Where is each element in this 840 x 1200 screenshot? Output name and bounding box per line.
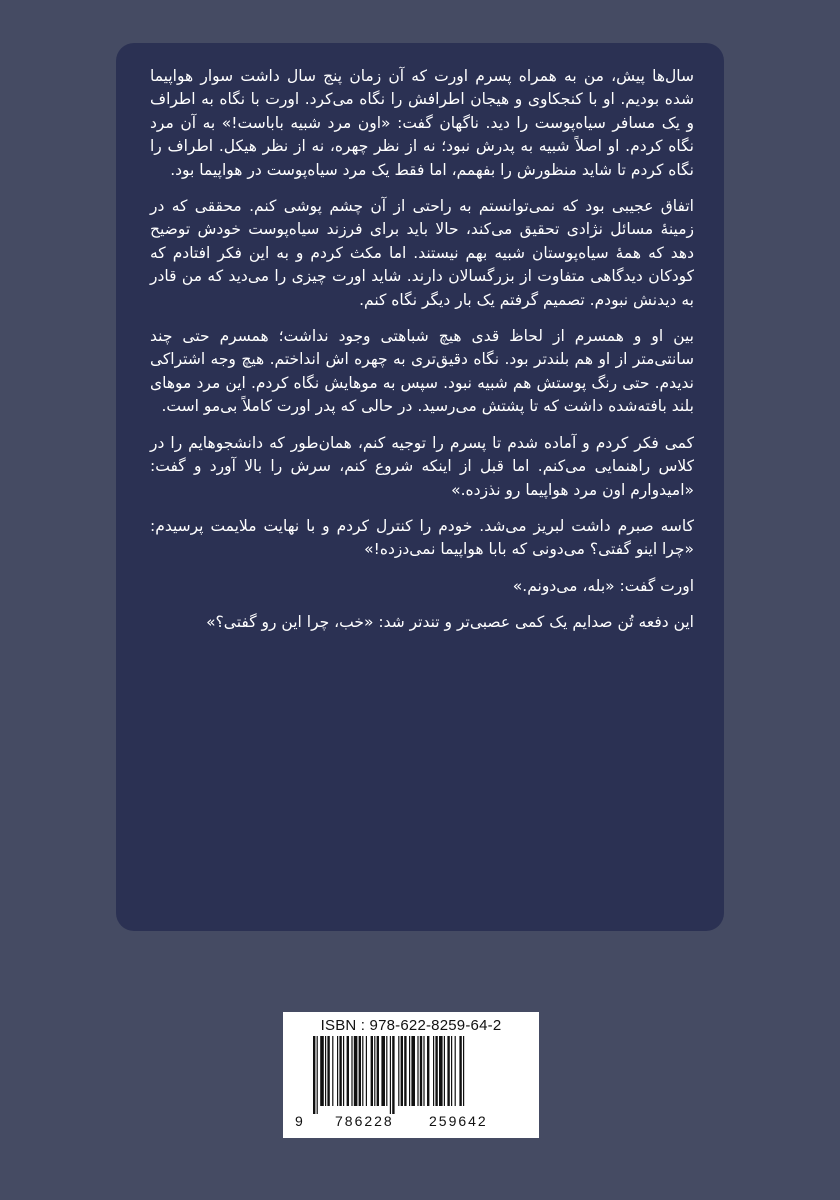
story-paragraph-4: کمی فکر کردم و آماده شدم تا پسرم را توجیه کنم، همان‌طور که دانشجوهایم را در کلاس راهنمایی می‌کنم. اما قبل از اینکه شروع کنم، سرش را بالا آورد و گفت: «امیدوارم اون مرد هواپیما رو نذزده.» <box>150 433 694 499</box>
back-cover-text-panel <box>116 43 724 931</box>
barcode-bar <box>359 1036 361 1106</box>
barcode-bar <box>362 1036 363 1106</box>
barcode-bar <box>377 1036 379 1106</box>
story-paragraph-6: اورت گفت: «بله، می‌دونم.» <box>512 576 694 595</box>
barcode-bar <box>390 1036 391 1114</box>
story-paragraph-3: بین او و همسرم از لحاظ قدی هیچ شباهتی وجود نداشت؛ همسرم حتی چند سانتی‌متر از او هم بلندتر بود. نگاه دقیق‌تری به چهره اش انداختم. هیچ وجه اشتراکی ندیدم. حتی رنگ پوستش هم شبیه نبود. سپس به موهایش نگاه کردم. این مرد موهای بلند بافته‌شده داشت که تا پشتش می‌رسید. در حالی که پدر اورت کاملاً بی‌مو است. <box>150 327 694 416</box>
barcode-bar <box>404 1036 406 1106</box>
barcode-bar <box>320 1036 324 1106</box>
barcode-bar <box>325 1036 326 1106</box>
barcode-bar <box>381 1036 385 1106</box>
barcode-bar <box>374 1036 375 1106</box>
barcode-bar <box>339 1036 341 1106</box>
barcode-bar <box>371 1036 373 1106</box>
barcode-bar <box>444 1036 445 1106</box>
barcode-bar <box>366 1036 367 1106</box>
barcode-digits-right: 259642 <box>429 1113 488 1129</box>
barcode-bar <box>417 1036 418 1106</box>
story-paragraph-5: کاسه صبرم داشت لبریز می‌شد. خودم را کنترل کردم و با نهایت ملایمت پرسیدم: «چرا اینو گفتی؟ می‌دونی که بابا هواپیما نمی‌دزده!» <box>150 516 694 559</box>
barcode-digits-left: 786228 <box>335 1113 394 1129</box>
barcode-bar <box>392 1036 394 1114</box>
barcode-bar <box>420 1036 422 1106</box>
barcode-bar <box>411 1036 415 1106</box>
barcode-icon <box>303 1036 523 1114</box>
isbn-barcode-label <box>283 1012 539 1138</box>
barcode-bar <box>398 1036 399 1106</box>
barcode-bar <box>447 1036 449 1106</box>
barcode-bar <box>351 1036 352 1106</box>
barcode-bar <box>439 1036 443 1106</box>
barcode-bar <box>459 1036 461 1106</box>
barcode-bar <box>347 1036 349 1106</box>
barcode-bar <box>463 1036 464 1106</box>
isbn-number: ISBN : 978-622-8259-64-2 <box>320 1017 502 1034</box>
barcode-bar <box>327 1036 329 1106</box>
barcode-digits <box>291 1114 531 1132</box>
barcode-digit-lead: 9 <box>295 1113 303 1129</box>
barcode-bar <box>313 1036 315 1114</box>
barcode-bar <box>401 1036 403 1106</box>
barcode-bar <box>343 1036 344 1106</box>
barcode-bar <box>354 1036 358 1106</box>
barcode-bar <box>427 1036 429 1106</box>
story-paragraph-7: این دفعه تُن صدایم یک کمی عصبی‌تر و تندتر شد: «خب، چرا این رو گفتی؟» <box>206 613 694 632</box>
story-paragraph-1: سال‌ها پیش، من به همراه پسرم اورت که آن زمان پنج سال داشت سوار هواپیما شده بودیم. او با کنجکاوی و هیجان اطرافش را نگاه می‌کرد. اورت با نگاه به اطراف و یک مسافر سیاه‌پوست را دید. ناگهان گفت: «اون مرد شبیه باباست!» به آن مرد نگاه کردم. او اصلاً شبیه به پدرش نبود؛ نه از نظر چهره، نه از نظر هیکل. اطراف را نگاه کردم تا شاید منظورش را بفهمم، اما فقط یک مرد سیاه‌پوست در هواپیما بود. <box>150 67 694 179</box>
barcode-bar <box>435 1036 437 1106</box>
barcode-bar <box>451 1036 452 1106</box>
barcode-bar <box>386 1036 387 1106</box>
story-paragraph-2: اتفاق عجیبی بود که نمی‌توانستم به راحتی از آن چشم پوشی کنم. محققی که در زمینهٔ مسائل نژادی تحقیق می‌کند، حالا باید برای فرزند سیاه‌پوست خودش توضیح دهد که همهٔ سیاه‌پوستان شبیه بهم نیستند. اما مکث کردم و به این فکر افتادم که کودکان دیدگاهی متفاوت از بزرگسالان دارند. شاید اورت چیزی را می‌دید که من قادر به دیدنش نبودم. تصمیم گرفتم یک بار دیگر نگاه کنم. <box>150 197 694 309</box>
barcode-bar <box>423 1036 424 1106</box>
barcode-bar <box>455 1036 456 1106</box>
barcode-bar <box>433 1036 434 1106</box>
barcode-bar <box>409 1036 410 1106</box>
barcode-bar <box>317 1036 318 1114</box>
barcode-bar <box>337 1036 338 1106</box>
barcode-bar <box>332 1036 333 1106</box>
